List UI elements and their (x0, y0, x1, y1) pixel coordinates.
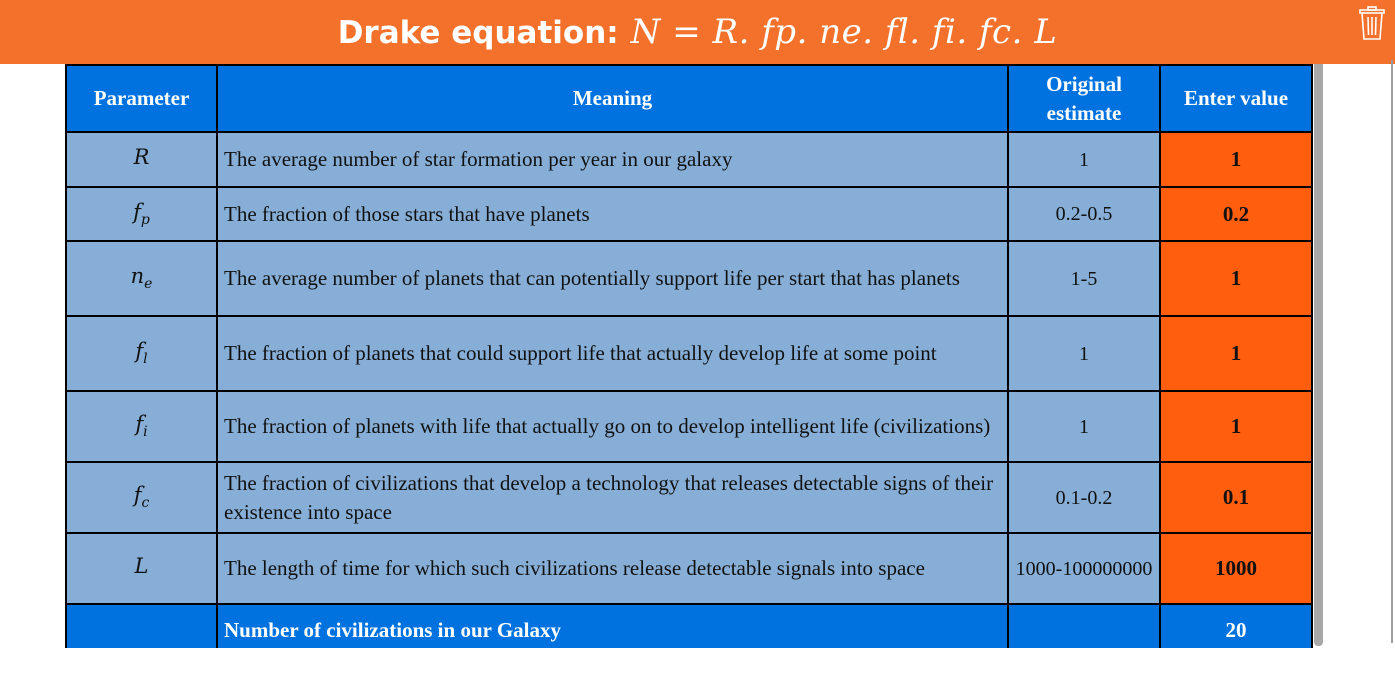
parameter-symbol: $f_l$ (66, 316, 217, 391)
table-header-row (66, 65, 1312, 132)
parameter-symbol: L (66, 533, 217, 604)
original-estimate: 1 (1008, 391, 1160, 462)
value-input[interactable]: 1 (1160, 132, 1312, 187)
parameter-symbol: $f_p$ (66, 187, 217, 241)
original-estimate: 1000-100000000 (1008, 533, 1160, 604)
column-header-original-estimate: Original estimate (1008, 65, 1160, 132)
table-row (66, 241, 1312, 316)
column-header-meaning: Meaning (217, 65, 1008, 132)
scrollbar[interactable] (1314, 64, 1323, 646)
table-footer-row (66, 604, 1312, 648)
footer-empty-cell (66, 604, 217, 648)
parameter-symbol: $n_e$ (66, 241, 217, 316)
header-bar (0, 0, 1395, 64)
parameter-meaning: The average number of star formation per year in our galaxy (217, 132, 1008, 187)
total-label: Number of civilizations in our Galaxy (217, 604, 1008, 648)
value-input[interactable]: 1 (1160, 391, 1312, 462)
value-input[interactable]: 1 (1160, 316, 1312, 391)
original-estimate: 0.2-0.5 (1008, 187, 1160, 241)
page-title (338, 12, 1058, 52)
value-input[interactable]: 1000 (1160, 533, 1312, 604)
column-header-parameter: Parameter (66, 65, 217, 132)
page-edge-divider (1391, 60, 1393, 643)
parameter-meaning: The fraction of planets that could support life that actually develop life at some point (217, 316, 1008, 391)
value-input[interactable]: 0.1 (1160, 462, 1312, 533)
parameter-symbol: $f_c$ (66, 462, 217, 533)
table-row (66, 316, 1312, 391)
table-row (66, 187, 1312, 241)
value-input[interactable]: 0.2 (1160, 187, 1312, 241)
parameter-meaning: The fraction of planets with life that actually go on to develop intelligent life (civilizations) (217, 391, 1008, 462)
drake-table (65, 64, 1313, 648)
footer-empty-cell (1008, 604, 1160, 648)
value-input[interactable]: 1 (1160, 241, 1312, 316)
parameter-meaning: The length of time for which such civilizations release detectable signals into space (217, 533, 1008, 604)
column-header-enter-value: Enter value (1160, 65, 1312, 132)
table-row (66, 132, 1312, 187)
drake-table-container (65, 64, 1315, 648)
parameter-meaning: The fraction of those stars that have planets (217, 187, 1008, 241)
table-row (66, 533, 1312, 604)
table-row (66, 462, 1312, 533)
original-estimate: 1 (1008, 132, 1160, 187)
parameter-meaning: The average number of planets that can potentially support life per start that has planets (217, 241, 1008, 316)
original-estimate: 0.1-0.2 (1008, 462, 1160, 533)
parameter-symbol: R (66, 132, 217, 187)
title-label: Drake equation: (337, 15, 619, 51)
total-civilizations: 20 (1160, 604, 1312, 648)
parameter-meaning: The fraction of civilizations that develop a technology that releases detectable signs of their existence into space (217, 462, 1008, 533)
original-estimate: 1 (1008, 316, 1160, 391)
parameter-symbol: $f_i$ (66, 391, 217, 462)
trash-icon[interactable] (1359, 5, 1385, 41)
drake-equation: N = R. fp. ne. fl. fi. fc. L (630, 12, 1058, 52)
original-estimate: 1-5 (1008, 241, 1160, 316)
table-row (66, 391, 1312, 462)
